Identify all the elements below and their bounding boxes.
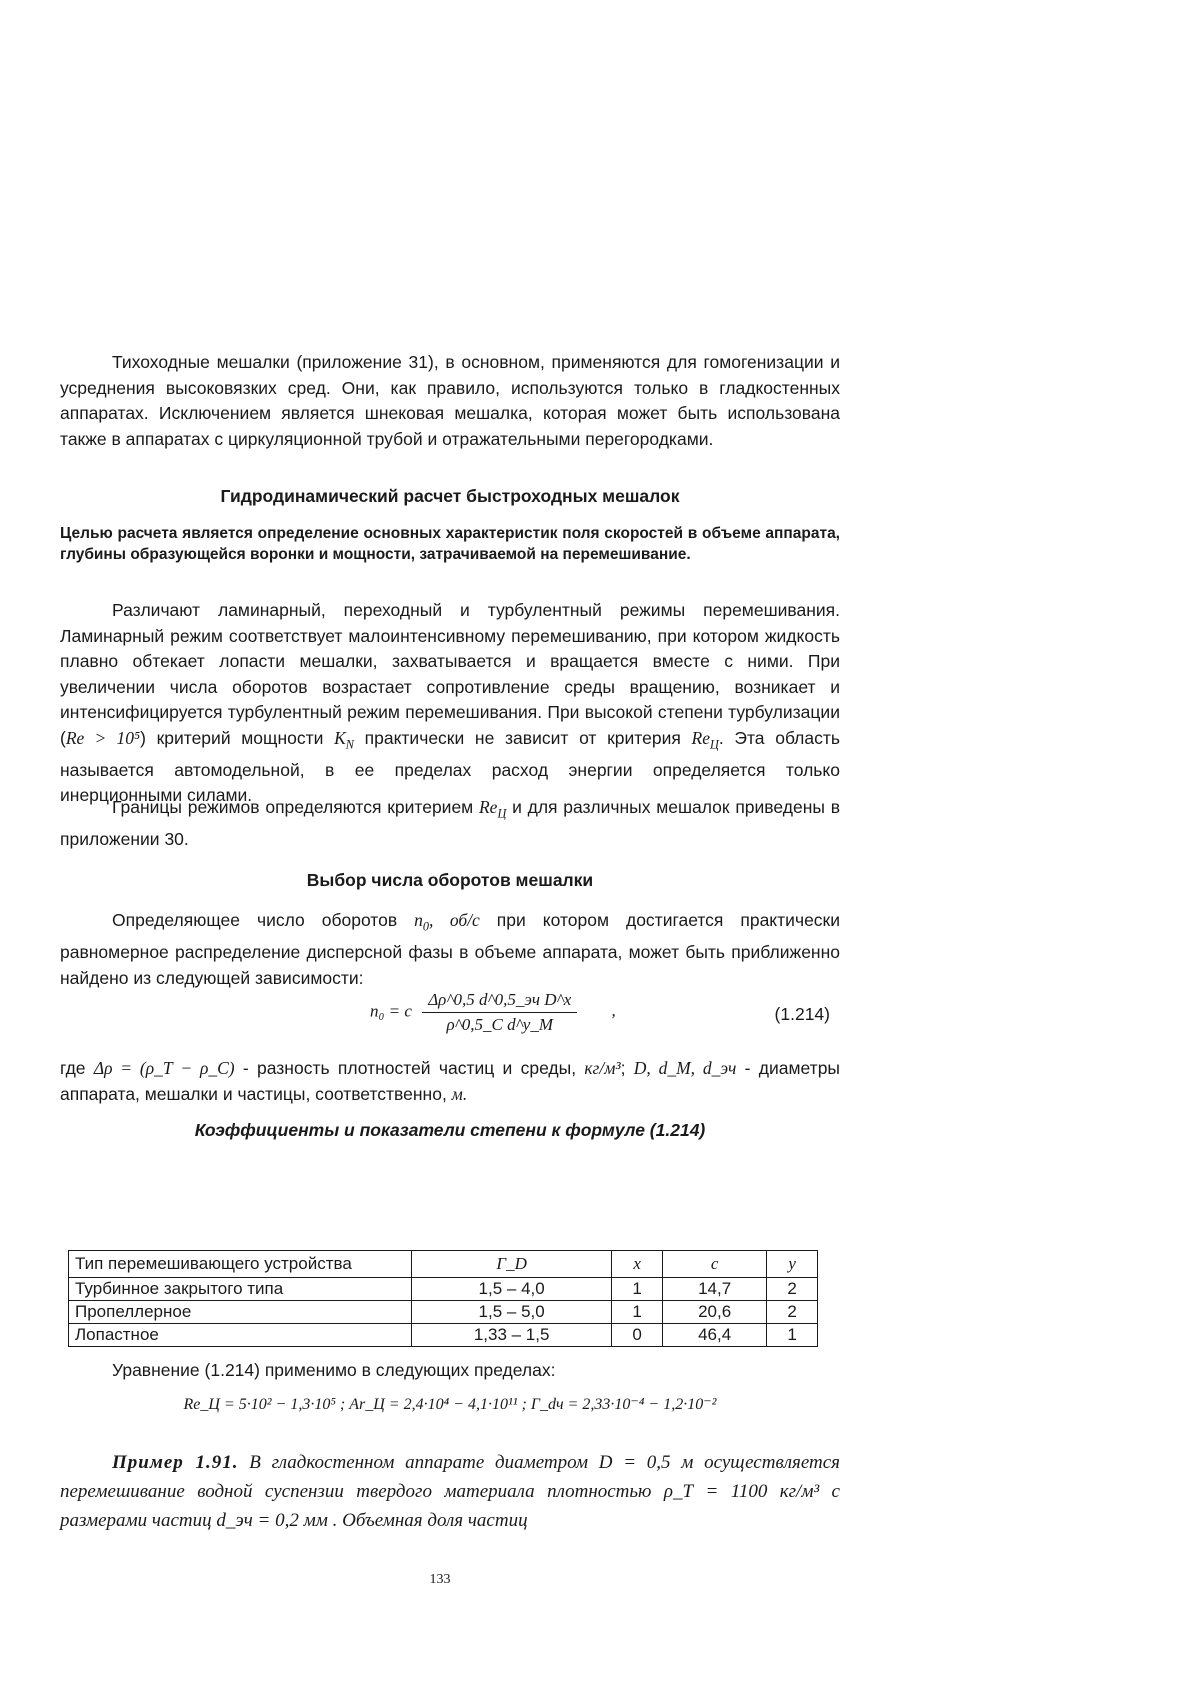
limits-text: Re_Ц = 5·10² − 1,3·10⁵ ; Ar_Ц = 2,4·10⁴ − 4,1·10¹¹ ; Г_dч = 2,33·10⁻⁴ − 1,2·10⁻² xyxy=(183,1396,717,1413)
table-header-cell: Г_D xyxy=(412,1251,612,1278)
table-cell: 1,5 – 4,0 xyxy=(412,1278,612,1301)
table-cell: 46,4 xyxy=(663,1324,767,1347)
formula-1-214 xyxy=(60,990,840,1050)
equation-number: (1.214) xyxy=(774,1004,830,1024)
paragraph-slow-mixers xyxy=(60,350,840,452)
formula-lhs: n₀ = c xyxy=(370,1001,412,1021)
table-cell: 1,5 – 5,0 xyxy=(412,1301,612,1324)
table-header-cell: y xyxy=(767,1251,818,1278)
re-symbol: $Re_Ц$ xyxy=(691,727,719,751)
section-heading-speed xyxy=(60,870,840,891)
paragraph-text: Тихоходные мешалки (приложение 31), в основном, применяются для гомогенизации и усреднения высоковязких сред. Они, как правило, используются только в гладкостенных аппаратах. Исключением является шнековая мешалка, которая может быть использована также в аппаратах с циркуляционной трубой и отражательными перегородками. xyxy=(60,352,840,449)
formula-fraction xyxy=(422,990,577,1035)
example-1-91 xyxy=(60,1448,840,1535)
table-cell: 14,7 xyxy=(663,1278,767,1301)
paragraph-where: где Δρ = (ρ_Т − ρ_С) - разность плотностей частиц и среды, кг/м³; D, d_M, d_эч - диаметры аппарата, мешалки и частицы, соответственно, м. xyxy=(60,1058,841,1104)
section-heading-hydrodynamic xyxy=(60,486,840,507)
table-cell: 0 xyxy=(612,1324,663,1347)
formula-comma: , xyxy=(611,1001,616,1021)
table-cell: 1 xyxy=(612,1278,663,1301)
table-cell: 2 xyxy=(767,1278,818,1301)
paragraph-regimes: Различают ламинарный, переходный и турбулентный режимы перемешивания. Ламинарный режим соответствует малоинтенсивному перемешиванию, при котором жидкость плавно обтекает лопасти мешалки, захватывается и вращается вместе с ними. При увеличении числа оборотов возрастает сопротивление среды вращению, возникает и интенсифицируется турбулентный режим перемешивания. При высокой степени турбулизации (Re > 10⁵) критерий мощности $K_N$ практически не зависит от критерия $Re_Ц$. Эта область называется автомодельной, в ее пределах расход энергии определяется только инерционными силами. xyxy=(60,600,841,805)
paragraph-speed: Определяющее число оборотов $n_0$, об/с при котором достигается практически равномерное распределение дисперсной фазы в объеме аппарата, может быть приближенно найдено из следующей зависимости: xyxy=(60,910,840,988)
table-cell: Пропеллерное xyxy=(69,1301,412,1324)
heading-text: Выбор числа оборотов мешалки xyxy=(306,870,594,890)
goal-text: Целью расчета является определение основных характеристик поля скоростей в объеме аппарата, глубины образующейся воронки и мощности, затрачиваемой на перемешивание. xyxy=(60,525,840,563)
table-cell: 1 xyxy=(612,1301,663,1324)
formula-denominator: ρ^0,5_C d^y_M xyxy=(446,1015,554,1034)
table-row xyxy=(69,1324,818,1347)
table-header-cell: Тип перемешивающего устройства xyxy=(69,1251,412,1278)
coefficients-table xyxy=(68,1250,818,1347)
delta-rho: Δρ = (ρ_Т − ρ_С) xyxy=(93,1058,235,1078)
goal-statement xyxy=(60,523,840,565)
table-header-cell: c xyxy=(663,1251,767,1278)
paragraph-applicability xyxy=(60,1358,840,1384)
table-cell: Лопастное xyxy=(69,1324,412,1347)
table-caption: Коэффициенты и показатели степени к формуле (1.214) xyxy=(194,1120,706,1140)
table-row xyxy=(69,1278,818,1301)
example-text: В гладкостенном аппарате диаметром D = 0,5 м осуществляется перемешивание водной суспензии твердого материала плотностью ρ_Т = 1100 кг/м³ с размерами частиц d_эч = 0,2 мм . Объемная доля частиц xyxy=(60,1452,840,1531)
kn-symbol: $K_N$ xyxy=(334,727,354,751)
example-label: Пример 1.91. xyxy=(112,1452,239,1473)
re-symbol: $Re_Ц$ xyxy=(478,797,507,821)
n0-symbol: $n_0$ xyxy=(414,910,430,934)
paragraph-text: Уравнение (1.214) применимо в следующих пределах: xyxy=(112,1360,556,1380)
diameter-vars: D, d_M, d_эч xyxy=(633,1058,737,1078)
heading-text: Гидродинамический расчет быстроходных мешалок xyxy=(220,486,680,506)
page-number: 133 xyxy=(429,1572,451,1587)
table-header-cell: x xyxy=(612,1251,663,1278)
paragraph-boundaries: Границы режимов определяются критерием $Re_Ц$ и для различных мешалок приведены в приложении 30. xyxy=(60,797,840,849)
formula-expression xyxy=(370,990,616,1035)
table-header-row xyxy=(69,1251,818,1278)
table-row xyxy=(69,1301,818,1324)
table-cell: 20,6 xyxy=(663,1301,767,1324)
re-condition: Re > 10⁵ xyxy=(65,727,141,748)
table-cell: Турбинное закрытого типа xyxy=(69,1278,412,1301)
limits-formula xyxy=(60,1394,840,1414)
formula-numerator: Δρ^0,5 d^0,5_эч D^x xyxy=(422,990,577,1013)
table-cell: 1,33 – 1,5 xyxy=(412,1324,612,1347)
table-cell: 2 xyxy=(767,1301,818,1324)
table-cell: 1 xyxy=(767,1324,818,1347)
